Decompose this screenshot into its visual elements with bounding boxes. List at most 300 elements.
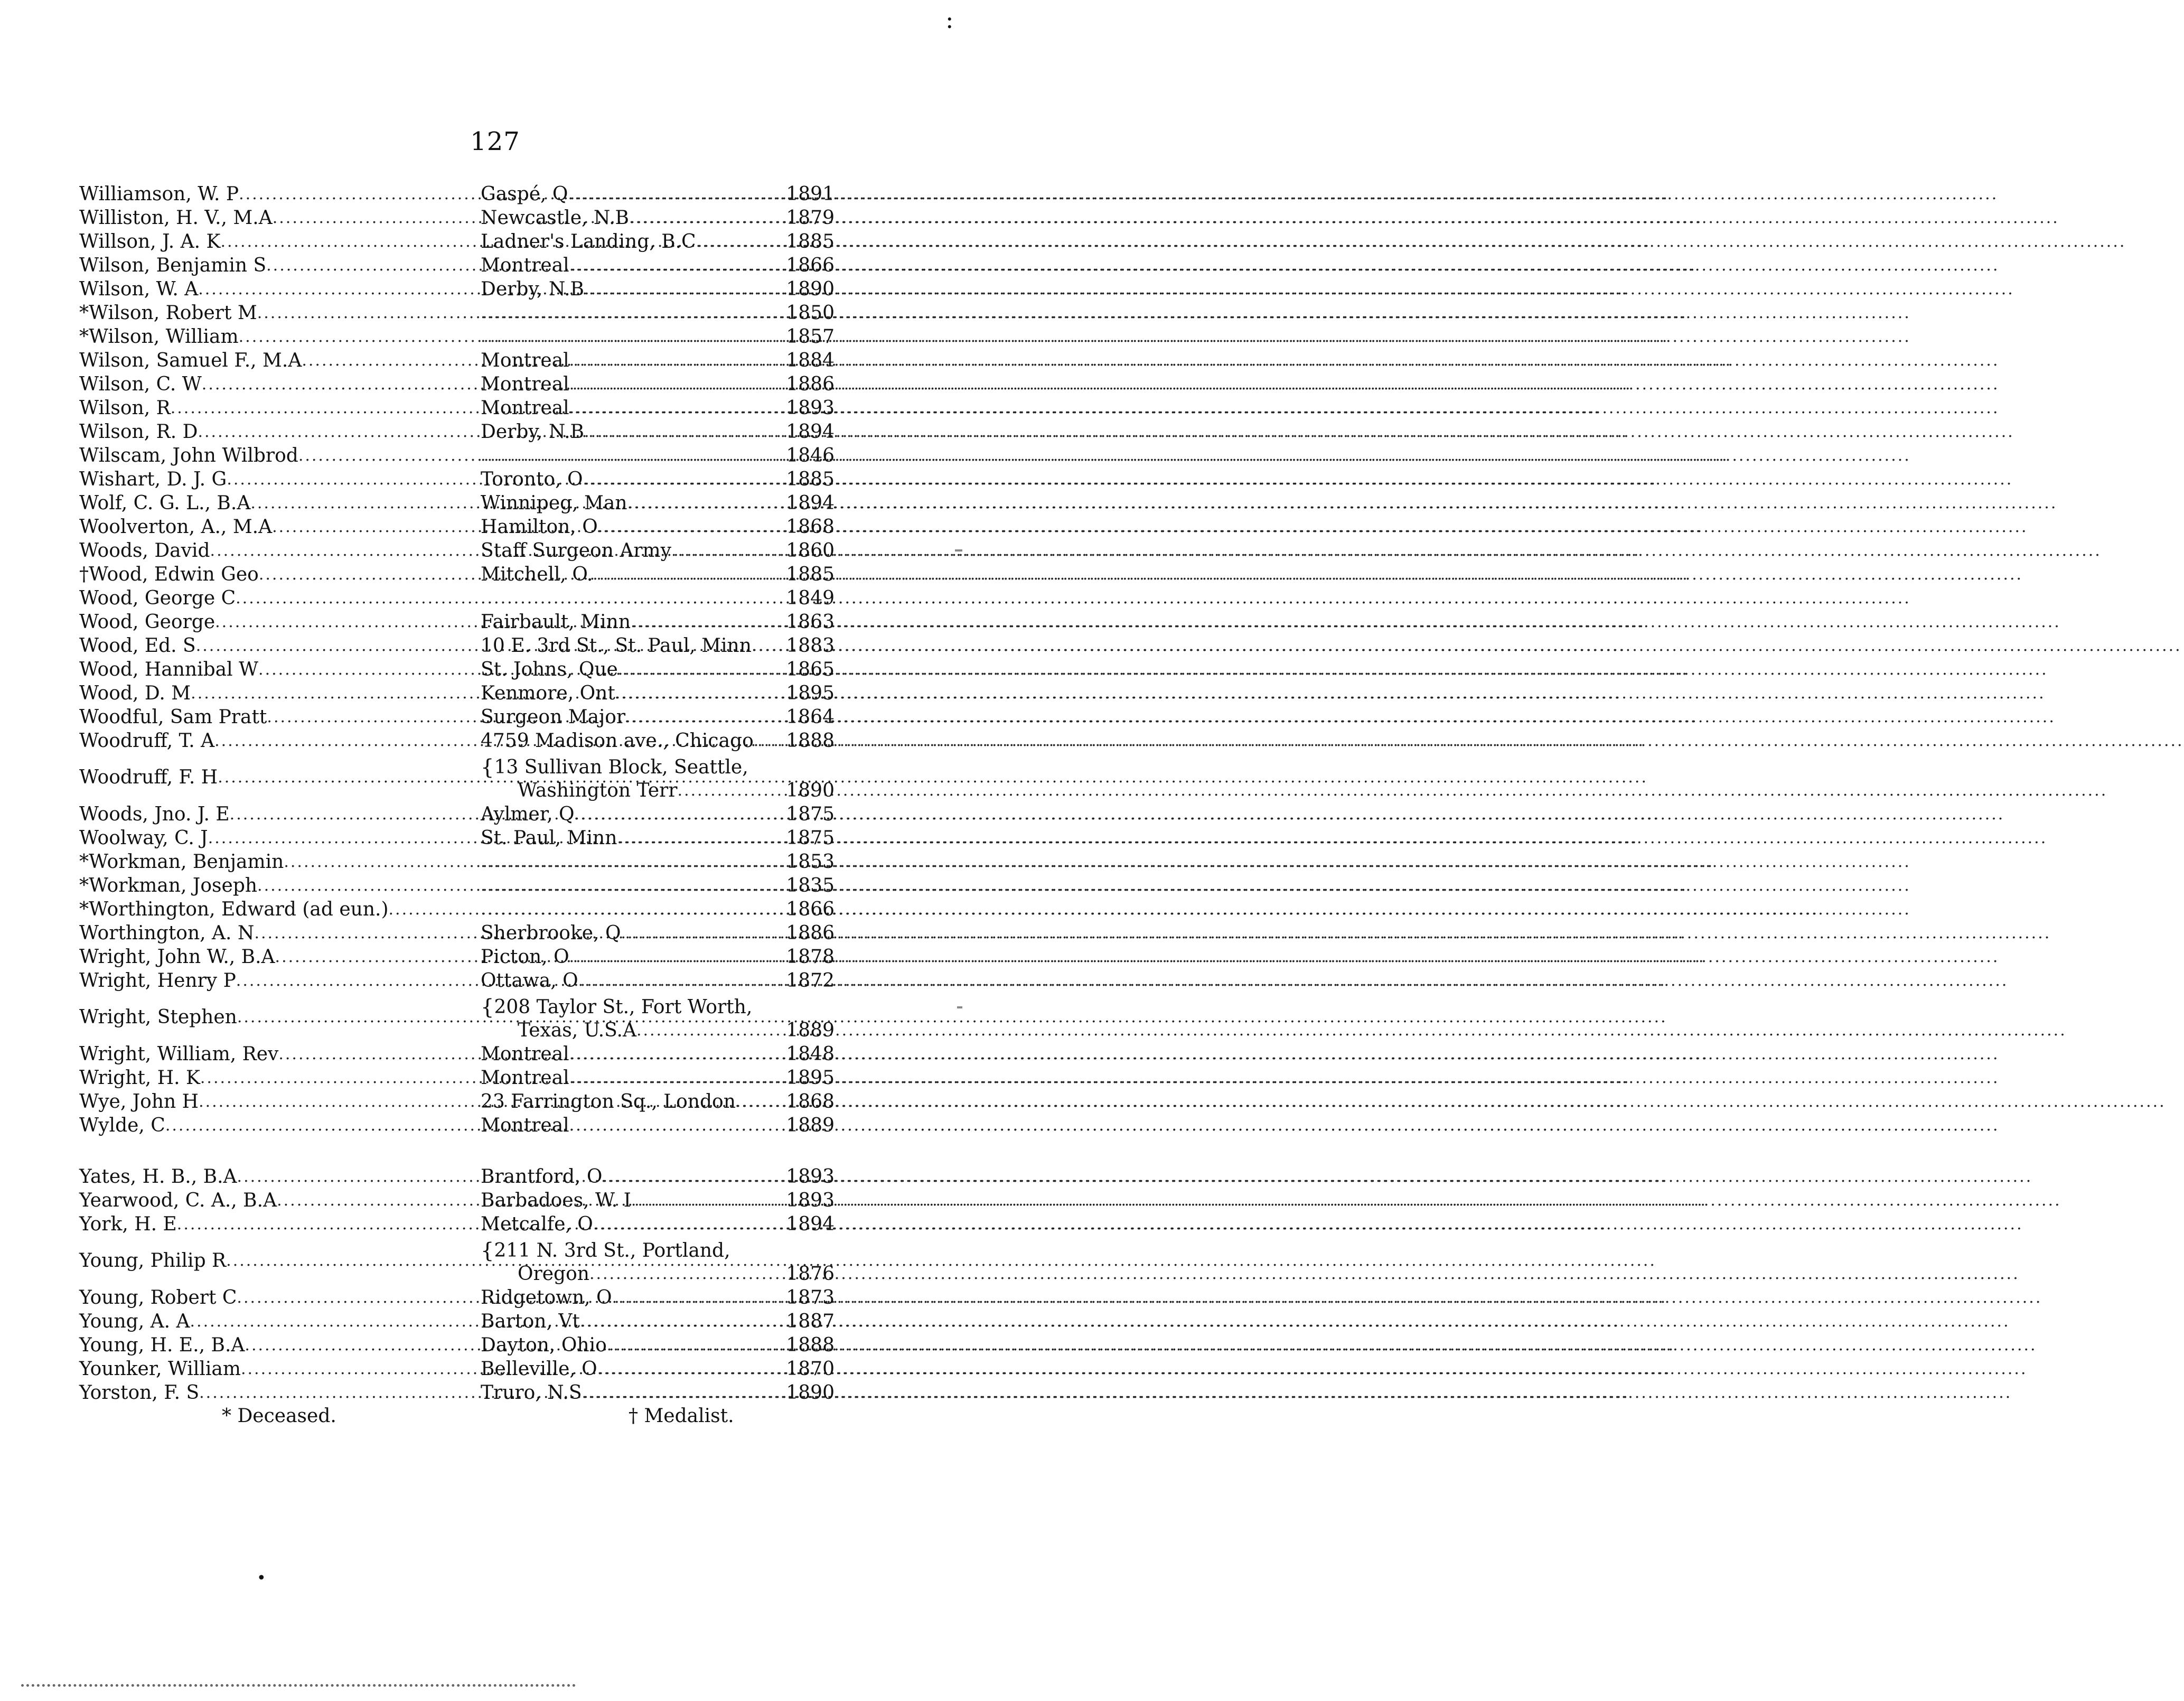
footnote-deceased: * Deceased.	[222, 1405, 336, 1427]
dot-leader	[629, 207, 2059, 230]
entry-name: Wood, Hannibal W	[79, 659, 259, 680]
register-entry	[79, 301, 835, 325]
entry-place: Surgeon Major	[481, 706, 626, 728]
entry-place-cell	[481, 922, 800, 945]
entry-year: 1857	[786, 326, 835, 348]
entry-name-cell	[79, 349, 481, 372]
dot-leader	[621, 922, 2051, 945]
entry-name-cell	[79, 491, 481, 515]
entry-year: 1891	[786, 183, 835, 205]
entry-name-cell	[79, 753, 481, 802]
entry-place: Hamilton, O	[481, 516, 598, 538]
corner-mark: :	[945, 5, 954, 34]
entry-name: Woodful, Sam Pratt	[79, 706, 267, 728]
place-line-2	[481, 779, 800, 802]
entry-name-cell	[79, 444, 481, 468]
entry-name-cell	[79, 1114, 481, 1137]
brace-top: {	[481, 755, 494, 780]
dot-leader	[569, 1067, 2000, 1090]
entry-name: Young, A. A	[79, 1311, 190, 1332]
entry-place-cell	[481, 230, 800, 254]
entry-year: 1848	[786, 1043, 835, 1065]
dot-leader	[752, 634, 2182, 658]
graduate-register	[79, 182, 835, 1405]
entry-place-cell	[481, 1358, 800, 1381]
dot-leader	[481, 325, 1911, 349]
entry-name-cell	[79, 230, 481, 254]
entry-place-cell	[481, 706, 800, 729]
entry-year: 1863	[786, 611, 835, 633]
entry-year: 1887	[786, 1311, 835, 1332]
entry-place-cell	[481, 1090, 800, 1114]
register-entry	[79, 586, 835, 610]
entry-place-cell	[481, 730, 800, 753]
entry-place: Ridgetown, O	[481, 1287, 612, 1309]
entry-name: Wood, George C	[79, 587, 236, 609]
entry-year: 1893	[786, 1166, 835, 1188]
entry-place-cell	[481, 946, 800, 969]
entry-year: 1889	[786, 1020, 835, 1041]
register-entry	[79, 182, 835, 206]
entry-name-cell	[79, 993, 481, 1042]
dot-leader	[627, 492, 2058, 515]
entry-name-cell	[79, 1381, 481, 1405]
entry-name-cell	[79, 586, 481, 610]
entry-place: Kenmore, Ont	[481, 683, 615, 704]
dot-leader	[569, 349, 2000, 372]
entry-place-cell	[481, 468, 800, 491]
entry-place: Ottawa, O	[481, 970, 578, 992]
entry-place-cell	[481, 278, 800, 301]
entry-year: 1890	[786, 780, 835, 801]
entry-year: 1866	[786, 899, 835, 920]
entry-name: Woolway, C. J	[79, 827, 208, 849]
dot-leader	[696, 230, 2126, 254]
entry-place: St. Paul, Minn	[481, 827, 617, 849]
dot-leader	[677, 779, 2107, 802]
entry-name: Williamson, W. P	[79, 183, 239, 205]
entry-year: 1889	[786, 1115, 835, 1136]
register-entry	[79, 658, 835, 681]
entry-name-cell	[79, 705, 481, 729]
entry-name-cell	[79, 898, 481, 921]
entry-name: Wilscam, John Wilbrod	[79, 445, 298, 466]
brace-top: {	[481, 1239, 494, 1263]
entry-name-cell	[79, 874, 481, 898]
register-entry	[79, 921, 835, 945]
entry-name: Young, Philip R	[79, 1250, 227, 1272]
entry-name-cell	[79, 1310, 481, 1333]
dot-leader	[631, 611, 2061, 634]
entry-name: Woolverton, A., M.A	[79, 516, 273, 538]
entry-name: York, H. E	[79, 1213, 177, 1235]
register-entry	[79, 1165, 835, 1189]
register-entry	[79, 1090, 835, 1114]
entry-year: 1846	[786, 445, 835, 466]
register-entry	[79, 874, 835, 898]
entry-name: Yorston, F. S	[79, 1382, 200, 1404]
entry-place-cell	[481, 1239, 800, 1286]
register-entry	[79, 230, 835, 254]
register-entry	[79, 372, 835, 396]
entry-name-cell	[79, 1212, 481, 1236]
register-entry	[79, 1381, 835, 1405]
entry-place: Barbadoes, W. I	[481, 1190, 631, 1211]
entry-name: Willson, J. A. K	[79, 231, 221, 253]
entry-name-cell	[79, 850, 481, 874]
register-entry	[79, 993, 835, 1042]
register-entry	[79, 396, 835, 420]
entry-year: 1850	[786, 302, 835, 324]
entry-year: 1894	[786, 492, 835, 514]
dot-leader	[625, 706, 2056, 729]
entry-place-cell	[481, 587, 800, 610]
entry-place-cell	[481, 1310, 800, 1333]
entry-name: *Workman, Benjamin	[79, 851, 284, 873]
register-entry	[79, 898, 835, 921]
register-entry	[79, 1114, 835, 1137]
entry-name-cell	[79, 681, 481, 705]
entry-name-cell	[79, 1090, 481, 1114]
entry-name-cell	[79, 563, 481, 586]
entry-name: Wright, Stephen	[79, 1006, 237, 1028]
stray-dot: •	[257, 1569, 266, 1587]
entry-name: †Wood, Edwin Geo	[79, 564, 259, 585]
entry-year: 1853	[786, 851, 835, 873]
dot-leader	[671, 539, 2102, 563]
entry-place-cell	[481, 1165, 800, 1189]
entry-place-cell	[481, 756, 800, 802]
entry-place: St. Johns, Que	[481, 659, 618, 680]
entry-place-continued: Texas, U.S.A	[518, 1020, 636, 1041]
entry-year: 1868	[786, 516, 835, 538]
entry-place-cell	[481, 397, 800, 420]
entry-name: Wright, William, Rev	[79, 1043, 279, 1065]
register-entry	[79, 681, 835, 705]
register-entry	[79, 1236, 835, 1286]
register-entry	[79, 729, 835, 753]
dot-leader	[754, 730, 2184, 753]
entry-name: Wood, Ed. S	[79, 635, 196, 657]
entry-name: Wilson, W. A	[79, 278, 199, 300]
register-entry	[79, 1189, 835, 1212]
entry-name-cell	[79, 610, 481, 634]
register-entry	[79, 850, 835, 874]
entry-place-cell	[481, 898, 800, 921]
entry-name-cell	[79, 1357, 481, 1381]
entry-name: Wilson, R	[79, 397, 171, 419]
register-entry	[79, 325, 835, 349]
entry-year: 1879	[786, 207, 835, 229]
entry-place-cell	[481, 349, 800, 372]
brace-top: {	[481, 995, 494, 1020]
entry-name: Yearwood, C. A., B.A	[79, 1190, 277, 1211]
register-entry	[79, 539, 835, 563]
entry-place: Derby, N.B	[481, 278, 584, 300]
entry-place-cell	[481, 634, 800, 658]
dot-leader	[481, 850, 1911, 874]
entry-year: 1894	[786, 421, 835, 443]
register-entry	[79, 254, 835, 277]
entry-place-cell	[481, 874, 800, 898]
entry-year: 1888	[786, 730, 835, 752]
entry-name: Yates, H. B., B.A	[79, 1166, 237, 1188]
entry-name-cell	[79, 468, 481, 491]
register-entry	[79, 420, 835, 444]
register-entry	[79, 491, 835, 515]
entry-name-cell	[79, 1189, 481, 1212]
entry-place: Dayton, Ohio	[481, 1334, 607, 1356]
entry-name-cell	[79, 539, 481, 563]
entry-place: Aylmer, Q	[481, 803, 575, 825]
footnote-medalist: † Medalist.	[629, 1405, 734, 1427]
entry-place: Staff Surgeon Army	[481, 540, 672, 562]
entry-name-cell	[79, 1286, 481, 1310]
entry-place: Montreal	[481, 1067, 569, 1089]
entry-year: 1894	[786, 1213, 835, 1235]
entry-name: *Workman, Joseph	[79, 875, 258, 896]
entry-place-cell	[481, 420, 800, 444]
entry-name: Woodruff, T. A	[79, 730, 215, 752]
entry-name-cell	[79, 182, 481, 206]
entry-place: Winnipeg, Man	[481, 492, 627, 514]
entry-place: Montreal	[481, 1115, 569, 1136]
entry-name-cell	[79, 1165, 481, 1189]
dot-leader	[569, 946, 2000, 969]
register-entry	[79, 1310, 835, 1333]
entry-name: Wright, H. K	[79, 1067, 200, 1089]
entry-place-cell	[481, 1381, 800, 1405]
register-entry	[79, 515, 835, 539]
entry-name: Younker, William	[79, 1358, 241, 1380]
entry-place-cell	[481, 1189, 800, 1212]
entry-name-cell	[79, 1066, 481, 1090]
entry-year: 1890	[786, 278, 835, 300]
entry-name-cell	[79, 277, 481, 301]
entry-place: Toronto, O	[481, 469, 583, 490]
entry-year: 1888	[786, 1334, 835, 1356]
register-entry	[79, 1212, 835, 1236]
dot-leader	[636, 1019, 2067, 1042]
entry-name-cell	[79, 325, 481, 349]
register-entry	[79, 1333, 835, 1357]
entry-place-cell	[481, 611, 800, 634]
entry-place-cell	[481, 1334, 800, 1357]
entry-name: Woodruff, F. H	[79, 767, 218, 788]
entry-place-cell	[481, 183, 800, 206]
entry-place: 211 N. 3rd St., Portland,	[494, 1240, 730, 1261]
entry-name: Wylde, C	[79, 1115, 165, 1136]
entry-name: Wilson, Samuel F., M.A	[79, 350, 302, 371]
entry-place: 13 Sullivan Block, Seattle,	[494, 756, 748, 778]
entry-place: Sherbrooke, Q	[481, 922, 621, 944]
entry-year: 1890	[786, 1382, 835, 1404]
entry-year: 1895	[786, 683, 835, 704]
entry-place: Montreal	[481, 397, 569, 419]
entry-name: Young, Robert C	[79, 1287, 237, 1309]
entry-name-cell	[79, 826, 481, 850]
dot-leader	[569, 397, 2000, 420]
entry-year: 1876	[786, 1263, 835, 1285]
dot-leader	[481, 587, 1911, 610]
entry-name-cell	[79, 969, 481, 993]
entry-year: 1875	[786, 803, 835, 825]
entry-place-cell	[481, 539, 800, 563]
entry-year: 1873	[786, 1287, 835, 1309]
entry-name: Wilson, R. D	[79, 421, 198, 443]
entry-year: 1885	[786, 231, 835, 253]
entry-year: 1885	[786, 469, 835, 490]
register-entry	[79, 563, 835, 586]
entry-year: 1870	[786, 1358, 835, 1380]
entry-name-cell	[79, 396, 481, 420]
dot-leader	[481, 874, 1911, 898]
dot-leader	[568, 183, 1998, 206]
entry-name-cell	[79, 658, 481, 681]
entry-name: Worthington, A. N	[79, 922, 255, 944]
entry-name-cell	[79, 802, 481, 826]
entry-place: Picton, O	[481, 946, 569, 968]
entry-name: Wye, John H	[79, 1091, 199, 1113]
register-entry	[79, 206, 835, 230]
entry-place: Brantford, O	[481, 1166, 603, 1188]
entry-name: Wolf, C. G. L., B.A	[79, 492, 251, 514]
register-entry	[79, 349, 835, 372]
entry-name: Woods, Jno. J. E	[79, 803, 230, 825]
entry-name: Young, H. E., B.A	[79, 1334, 245, 1356]
entry-name: *Wilson, William	[79, 326, 239, 348]
entry-place-cell	[481, 207, 800, 230]
place-line-1	[481, 996, 800, 1019]
entry-place-cell	[481, 658, 800, 681]
register-entry	[79, 1286, 835, 1310]
entry-place: Truro, N.S	[481, 1382, 582, 1404]
entry-place-cell	[481, 803, 800, 826]
entry-place-cell	[481, 827, 800, 850]
entry-place: Barton, Vt	[481, 1311, 580, 1332]
entry-year: 1872	[786, 970, 835, 992]
entry-year: 1885	[786, 564, 835, 585]
dot-leader	[481, 302, 1911, 325]
entry-year: 1886	[786, 922, 835, 944]
entry-year: 1884	[786, 350, 835, 371]
section-gap	[79, 1137, 835, 1165]
entry-name-cell	[79, 1333, 481, 1357]
entry-name: *Wilson, Robert M	[79, 302, 257, 324]
entry-place: 10 E. 3rd St., St. Paul, Minn	[481, 635, 752, 657]
dot-leader	[736, 1090, 2166, 1114]
dot-leader	[569, 373, 2000, 396]
entry-place: Gaspé, Q	[481, 183, 568, 205]
dot-leader	[569, 1114, 2000, 1137]
register-entry	[79, 468, 835, 491]
entry-place: Newcastle, N.B	[481, 207, 629, 229]
dot-leader	[569, 1043, 2000, 1066]
register-entry	[79, 705, 835, 729]
entry-name-cell	[79, 634, 481, 658]
entry-place-cell	[481, 254, 800, 277]
register-entry	[79, 444, 835, 468]
entry-name-cell	[79, 254, 481, 277]
register-entry	[79, 610, 835, 634]
entry-place-continued: Washington Terr	[518, 780, 678, 801]
footnotes	[0, 1405, 990, 1437]
entry-place-cell	[481, 682, 800, 705]
entry-place: Montreal	[481, 1043, 569, 1065]
entry-name-cell	[79, 1236, 481, 1286]
entry-place-cell	[481, 325, 800, 349]
dot-leader	[631, 1189, 2061, 1212]
entry-place: 208 Taylor St., Fort Worth,	[494, 996, 753, 1018]
dot-leader	[481, 898, 1911, 921]
entry-place: Belleville, O	[481, 1358, 597, 1380]
entry-year: 1860	[786, 540, 835, 562]
entry-year: 1835	[786, 875, 835, 896]
place-line-2	[481, 1019, 800, 1042]
entry-place: 23 Farrington Sq., London	[481, 1091, 736, 1113]
place-line-2	[481, 1263, 800, 1286]
entry-name-cell	[79, 372, 481, 396]
entry-name-cell	[79, 420, 481, 444]
entry-place-cell	[481, 996, 800, 1042]
entry-place-cell	[481, 1043, 800, 1066]
entry-place: Montreal	[481, 350, 569, 371]
register-entry	[79, 802, 835, 826]
entry-name: *Worthington, Edward (ad eun.)	[79, 899, 389, 920]
entry-place-cell	[481, 1286, 800, 1310]
entry-year: 1878	[786, 946, 835, 968]
dot-leader	[569, 254, 2000, 277]
entry-name: Wright, Henry P	[79, 970, 236, 992]
entry-name: Wilson, Benjamin S	[79, 255, 267, 276]
entry-place: Montreal	[481, 255, 569, 276]
entry-place-cell	[481, 969, 800, 993]
entry-year: 1849	[786, 587, 835, 609]
register-entry	[79, 753, 835, 802]
entry-name: Wishart, D. J. G	[79, 469, 227, 490]
entry-place-cell	[481, 1067, 800, 1090]
entry-name: Wood, D. M	[79, 683, 191, 704]
entry-place: Ladner's Landing, B.C	[481, 231, 696, 253]
entry-place: Mitchell, O.	[481, 564, 593, 585]
entry-name: Woods, David	[79, 540, 210, 562]
entry-place: Derby, N.B	[481, 421, 584, 443]
entry-year: 1886	[786, 373, 835, 395]
register-entry	[79, 1066, 835, 1090]
entry-place: 4759 Madison ave., Chicago	[481, 730, 754, 752]
dot-leader	[481, 444, 1911, 468]
entry-year: 1893	[786, 397, 835, 419]
entry-name-cell	[79, 921, 481, 945]
entry-place-cell	[481, 563, 800, 586]
register-entry	[79, 1042, 835, 1066]
register-entry	[79, 1357, 835, 1381]
entry-year: 1895	[786, 1067, 835, 1089]
register-entry	[79, 277, 835, 301]
entry-year: 1868	[786, 1091, 835, 1113]
entry-name-cell	[79, 301, 481, 325]
entry-name-cell	[79, 206, 481, 230]
entry-name-cell	[79, 515, 481, 539]
place-line-1	[481, 1239, 800, 1263]
entry-place-cell	[481, 492, 800, 515]
entry-place-cell	[481, 516, 800, 539]
page-number: 127	[470, 127, 520, 156]
entry-year: 1866	[786, 255, 835, 276]
entry-name-cell	[79, 945, 481, 969]
entry-name: Wright, John W., B.A	[79, 946, 275, 968]
place-line-1	[481, 756, 800, 779]
